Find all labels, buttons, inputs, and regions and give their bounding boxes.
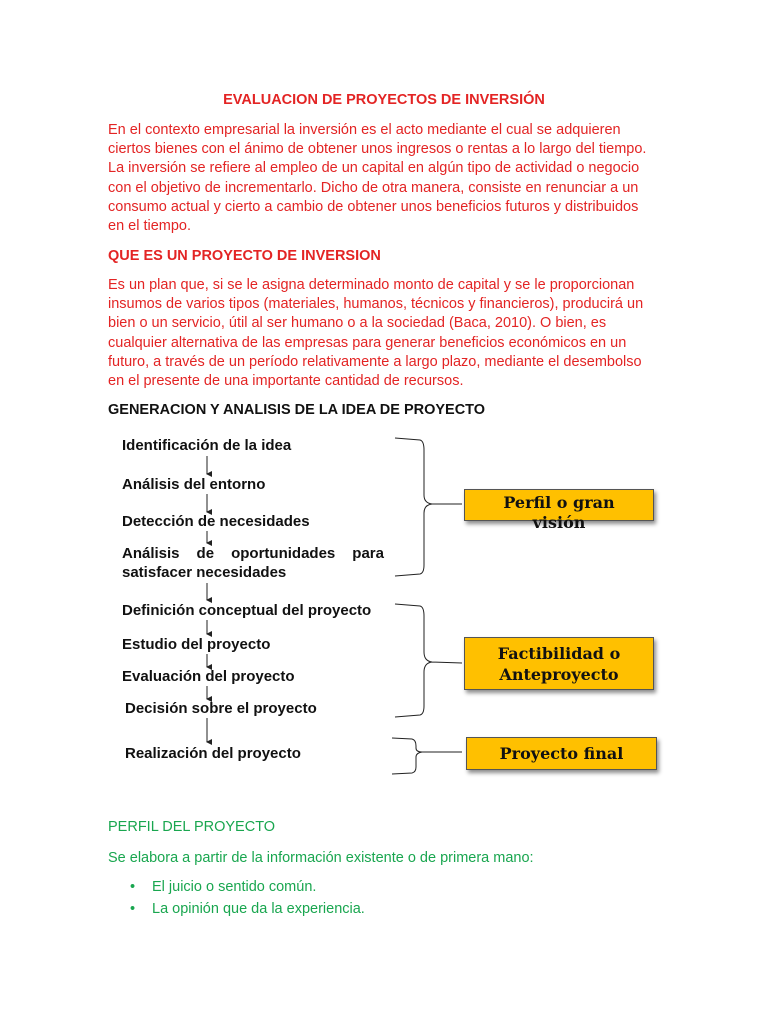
proyecto-line: bien o un servicio, útil al ser humano o a la sociedad (Baca, 2010). O bien, es: [108, 315, 607, 332]
box-factibilidad-line: Factibilidad o: [497, 643, 621, 663]
bracket-1: [395, 438, 462, 576]
step-decision: Decisión sobre el proyecto: [125, 700, 317, 717]
bullet-text: El juicio o sentido común.: [152, 879, 317, 895]
page-title: EVALUACION DE PROYECTOS DE INVERSIÓN: [223, 92, 545, 108]
step-deteccion: Detección de necesidades: [122, 513, 310, 530]
step-estudio: Estudio del proyecto: [122, 636, 271, 653]
perfil-text: Se elabora a partir de la información existente o de primera mano:: [108, 850, 534, 866]
box-perfil-line: Perfil o gran: [503, 493, 615, 512]
bracket-2: [395, 604, 462, 717]
proyecto-line: cualquier alternativa de las empresas para generar beneficios económicos en un: [108, 334, 627, 351]
box-factibilidad-line: Anteproyecto: [499, 664, 619, 684]
bullet-dot: •: [130, 879, 136, 895]
box-perfil-line: visión: [532, 513, 586, 532]
section-heading-generacion: GENERACION Y ANALISIS DE LA IDEA DE PROYECTO: [108, 402, 486, 418]
bullet-text: La opinión que da la experiencia.: [152, 901, 365, 917]
step-definicion: Definición conceptual del proyecto: [122, 602, 372, 619]
bracket-3: [392, 738, 462, 774]
step-realizacion: Realización del proyecto: [125, 745, 301, 762]
proyecto-line: insumos de varios tipos (materiales, humanos, técnicos y financieros), producirá un: [108, 296, 644, 313]
intro-line: consumo actual y cierto a cambio de obtener unos beneficios futuros y distribuidos: [108, 198, 639, 215]
intro-line: La inversión se refiere al empleo de un capital en algún tipo de actividad o negocio: [108, 160, 640, 177]
intro-line: en el tiempo.: [108, 218, 192, 235]
proyecto-line: futuro, a través de un período relativamente a largo plazo, mediante el desembolso: [108, 353, 642, 370]
intro-line: con el objetivo de incrementarlo. Dicho de otra manera, consiste en renunciar a un: [108, 179, 639, 196]
step-oportunidades: Análisis de oportunidades para satisfacer necesidades: [122, 545, 384, 581]
bullet-dot: •: [130, 901, 136, 917]
proyecto-line: en el presente de una importante cantidad de recursos.: [108, 373, 464, 390]
step-analisis-entorno: Análisis del entorno: [122, 476, 266, 493]
section-heading-proyecto: QUE ES UN PROYECTO DE INVERSION: [108, 248, 381, 264]
section-heading-perfil: PERFIL DEL PROYECTO: [108, 819, 276, 835]
step-identificacion: Identificación de la idea: [122, 437, 292, 454]
intro-line: En el contexto empresarial la inversión es el acto mediante el cual se adquieren: [108, 122, 621, 138]
proyecto-line: Es un plan que, si se le asigna determinado monto de capital y se le proporcionan: [108, 277, 635, 293]
intro-line: ciertos bienes con el ánimo de obtener unos ingresos o rentas a lo largo del tiempo.: [108, 141, 647, 158]
step-evaluacion: Evaluación del proyecto: [122, 668, 295, 685]
box-proyecto-final: Proyecto final: [466, 737, 657, 770]
